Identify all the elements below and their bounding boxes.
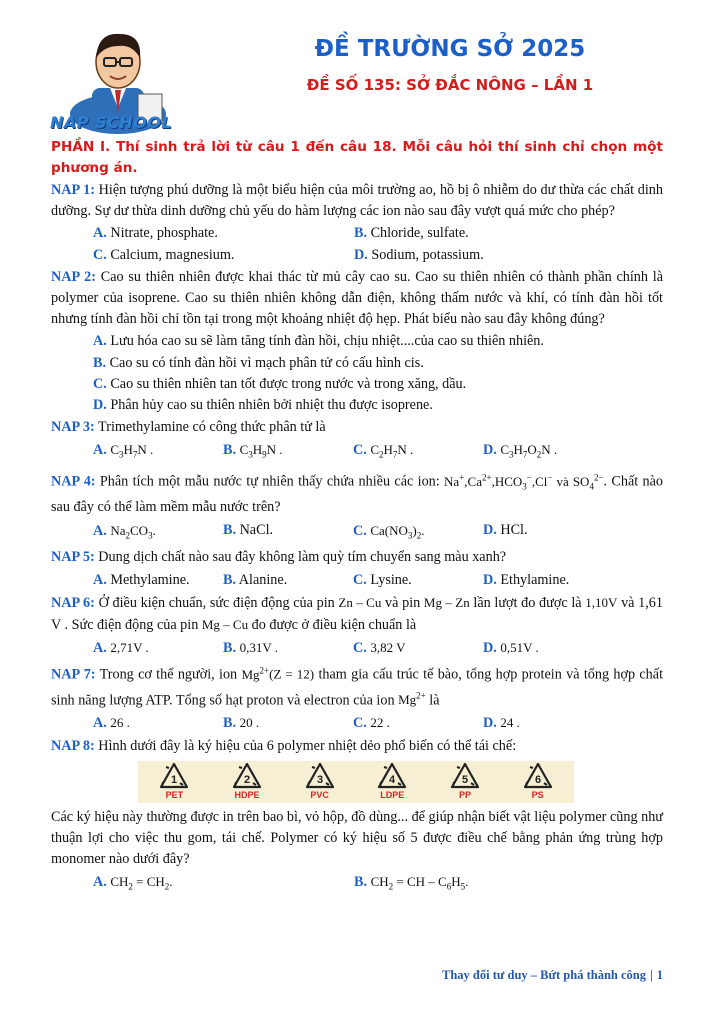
question-4-options <box>51 520 663 547</box>
question-1 <box>51 180 663 222</box>
footer-separator: | <box>649 968 653 982</box>
option-c[interactable]: C. Cao su thiên nhiên tan tốt được trong nước và trong xăng, dầu. <box>93 375 467 392</box>
option-d[interactable]: D. $C_3H_7O_2N$ . <box>483 442 558 461</box>
recycle-triangle-icon <box>304 762 336 790</box>
recycle-triangle-icon <box>376 762 408 790</box>
option-c[interactable]: C. 22 . <box>353 715 390 732</box>
recycle-triangle-icon <box>158 762 190 790</box>
option-c[interactable]: C. Lysine. <box>353 571 412 588</box>
question-4: NAP 4: Phân tích một mẫu nước tự nhiên thấy chứa nhiều các ion: $Na^+,Ca^{2+},HCO_3^-,Cl^-$ và $SO_4^{2-}$. Chất nào sau đây có thể làm mềm mẫu nước trên? <box>51 472 664 516</box>
footer-slogan: Thay đổi tư duy – Bứt phá thành công <box>442 968 646 982</box>
recycle-number: 1 <box>171 773 178 786</box>
option-b[interactable]: B. Cao su có tính đàn hồi vì mạch phân tử có cấu hình cis. <box>93 354 424 371</box>
question-text: Phân tích một mẫu nước tự nhiên thấy chứa nhiều các ion: <box>99 473 440 490</box>
question-label: NAP 3: <box>51 419 95 436</box>
recycle-code-5 <box>440 762 490 802</box>
question-label: NAP 2: <box>51 268 96 285</box>
page-header <box>0 0 714 140</box>
recycle-triangle-icon <box>522 762 554 790</box>
recycle-label: LDPE <box>380 789 405 800</box>
recycle-number: 3 <box>316 773 323 786</box>
option-c[interactable]: C. $C_2H_7N$ . <box>353 442 414 461</box>
option-b[interactable]: B. $C_3H_9N$ . <box>223 442 283 461</box>
recycle-label: PVC <box>310 789 329 800</box>
recycle-code-3 <box>295 762 345 802</box>
option-c[interactable]: C. $Ca(NO_3)_2$. <box>353 522 425 541</box>
recycle-code-2 <box>222 762 272 802</box>
question-3-options <box>51 439 663 466</box>
recycle-number: 5 <box>461 773 469 786</box>
option-d[interactable]: D. Sodium, potassium. <box>354 246 484 263</box>
option-b[interactable]: B. Chloride, sulfate. <box>354 225 469 242</box>
option-a[interactable]: A. 2,71V . <box>93 640 149 657</box>
option-a[interactable]: A. Methylamine. <box>93 571 190 588</box>
option-a[interactable]: A. Lưu hóa cao su sẽ làm tăng tính đàn hồi, chịu nhiệt....của cao su thiên nhiên. <box>93 333 544 350</box>
recycle-triangle-icon <box>449 762 481 790</box>
recycle-number: 4 <box>389 773 396 786</box>
question-text: Cao su thiên nhiên được khai thác từ mủ cây cao su. Cao su thiên nhiên có thành phần chính là polymer của isoprene. Cao su thiên nhiên không dẫn điện, không thấm nước và khí, có tính đàn hồi tốt nhưng tính đàn hồi chỉ tồn tại trong một khoảng nhiệt độ hẹp. Phát biểu nào sau đây không đúng? <box>51 268 664 328</box>
recycle-triangle-icon <box>231 762 263 790</box>
question-7: NAP 7: Trong cơ thể người, ion $Mg^{2+}(Z = 12)$ tham gia cấu trúc tế bào, tổng hợp protein và tổng hợp chất sinh năng lượng ATP. Tổng số hạt proton và electron của ion $Mg^{2+}$ là <box>51 665 664 709</box>
question-5 <box>51 547 663 568</box>
question-label: NAP 6: <box>51 594 95 611</box>
option-a[interactable]: A. $C_3H_7N$ . <box>93 442 154 461</box>
ion-list: $Na^+,Ca^{2+},HCO_3^-,Cl^-$ và $SO_4^{2-}$ <box>444 472 604 492</box>
question-1-options <box>51 223 663 265</box>
recycle-code-6 <box>513 762 563 802</box>
question-label: NAP 4: <box>51 473 96 490</box>
option-b[interactable]: B. Alanine. <box>223 571 288 588</box>
recycle-code-4 <box>367 762 417 802</box>
question-8-body: Các ký hiệu này thường được in trên bao bì, vỏ hộp, đồ dùng... để giúp nhận biết vật liệu polymer cũng như thuận lợi cho việc thu gom, tái chế. Polymer có ký hiệu số 5 được điều chế bằng phản ứng trùng hợp monomer nào dưới đây? <box>51 808 663 868</box>
option-c[interactable]: C. Calcium, magnesium. <box>93 246 235 263</box>
question-text: Hiện tượng phú dưỡng là một biểu hiện của môi trường ao, hồ bị ô nhiễm do dư thừa các chất dinh dưỡng. Sự dư thừa dinh dưỡng chủ yếu do hàm lượng các ion nào sau đây vượt quá mức cho phép? <box>51 182 663 220</box>
brand-logo-text: NAP SCHOOL <box>50 113 173 132</box>
question-text: Hình dưới đây là ký hiệu của 6 polymer nhiệt dẻo phổ biến có thể tái chế: <box>98 737 517 754</box>
question-text: Trimethylamine có công thức phân tử là <box>98 419 326 436</box>
option-b[interactable]: B. 20 . <box>223 715 260 732</box>
exam-subtitle: ĐỀ SỐ 135: SỞ ĐẮC NÔNG – LẦN 1 <box>306 76 594 94</box>
option-a[interactable]: A. 26 . <box>93 715 130 732</box>
recycle-number: 6 <box>534 773 541 786</box>
question-8 <box>51 736 663 757</box>
question-label: NAP 5: <box>51 549 95 566</box>
question-2 <box>51 267 663 331</box>
question-label: NAP 8: <box>51 737 95 754</box>
page-number: 1 <box>656 968 663 982</box>
recycling-codes-banner <box>138 761 574 803</box>
part-heading: PHẦN I. Thí sinh trả lời từ câu 1 đến câu 18. Mỗi câu hỏi thí sinh chỉ chọn một phương án. <box>51 139 663 176</box>
recycle-label: PP <box>458 789 471 800</box>
option-d[interactable]: D. Phân hủy cao su thiên nhiên bởi nhiệt thu được isoprene. <box>93 397 433 414</box>
recycle-label: HDPE <box>234 789 260 800</box>
recycle-code-1 <box>149 762 199 802</box>
option-b[interactable]: B. 0,31V . <box>223 640 278 657</box>
question-8-options <box>51 871 663 898</box>
option-a[interactable]: A. $CH_2 = CH_2$. <box>93 874 173 893</box>
question-3 <box>51 417 663 438</box>
recycle-label: PS <box>531 789 544 800</box>
option-c[interactable]: C. 3,82 V <box>353 640 406 657</box>
page-footer <box>442 968 663 983</box>
question-7-options <box>51 712 663 734</box>
option-d[interactable]: D. 24 . <box>483 715 520 732</box>
option-d[interactable]: D. Ethylamine. <box>483 571 570 588</box>
question-label: NAP 7: <box>51 666 96 683</box>
option-a[interactable]: A. Nitrate, phosphate. <box>93 225 218 242</box>
recycle-number: 2 <box>243 773 251 786</box>
question-label: NAP 1: <box>51 182 95 198</box>
option-d[interactable]: D. HCl. <box>483 521 528 538</box>
option-b[interactable]: B. NaCl. <box>223 521 274 538</box>
question-5-options <box>51 570 663 591</box>
recycle-label: PET <box>165 789 184 800</box>
exam-content <box>51 137 663 898</box>
question-6-options <box>51 637 663 659</box>
page-title: ĐỀ TRƯỜNG SỞ 2025 <box>314 36 586 62</box>
question-6: NAP 6: Ở điều kiện chuẩn, sức điện động của pin Zn – Cu và pin Mg – Zn lần lượt đo được là 1,10V và 1,61 V . Sức điện động của pin Mg – Cu đo được ở điều kiện chuẩn là <box>51 594 663 633</box>
option-a[interactable]: A. $Na_2CO_3$. <box>93 522 156 541</box>
question-text: Dung dịch chất nào sau đây không làm quỳ tím chuyển sang màu xanh? <box>98 549 507 566</box>
option-b[interactable]: B. $CH_2$ = CH – $C_6H_5$. <box>354 874 469 893</box>
option-d[interactable]: D. 0,51V . <box>483 640 539 657</box>
